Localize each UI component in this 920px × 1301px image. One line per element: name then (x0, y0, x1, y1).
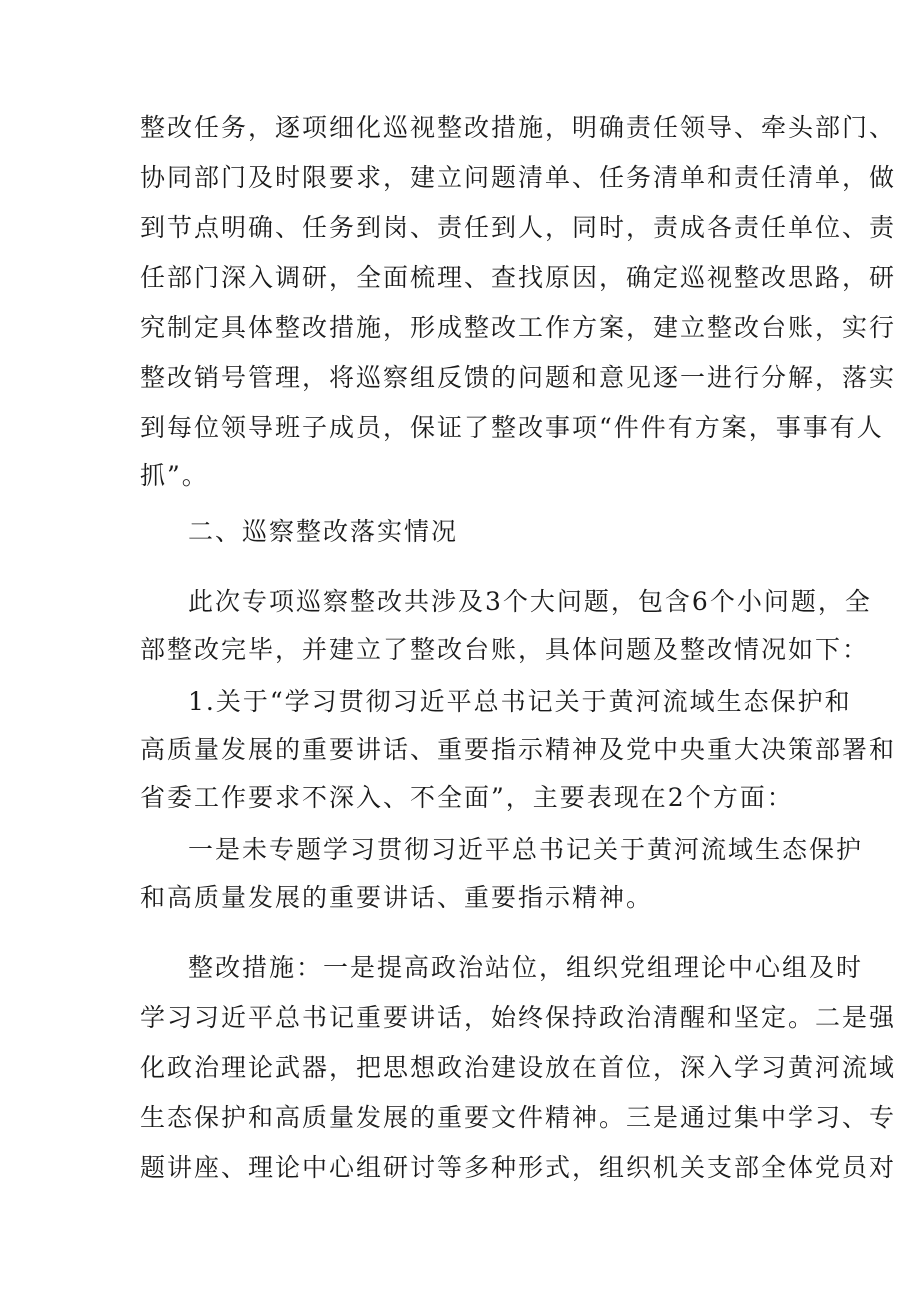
text-line: 整改任务，逐项细化巡视整改措施，明确责任领导、牵头部门、 (140, 113, 897, 142)
text-line: 到每位领导班子成员，保证了整改事项“件件有方案，事事有人 (140, 413, 884, 442)
text-line: 一是未专题学习贯彻习近平总书记关于黄河流域生态保护 (188, 835, 864, 864)
text-line: 题讲座、理论中心组研讨等多种形式，组织机关支部全体党员对 (140, 1153, 897, 1182)
text-line: 高质量发展的重要讲话、重要指示精神及党中央重大决策部署和 (140, 735, 897, 764)
text-line: 此次专项巡察整改共涉及3个大问题，包含6个小问题，全 (188, 587, 872, 616)
text-line: 协同部门及时限要求，建立问题清单、任务清单和责任清单，做 (140, 163, 897, 192)
text-line: 部整改完毕，并建立了整改台账，具体问题及整改情况如下： (140, 635, 870, 664)
text-line: 究制定具体整改措施，形成整改工作方案，建立整改台账，实行 (140, 313, 897, 342)
text-line: 到节点明确、任务到岗、责任到人，同时，责成各责任单位、责 (140, 213, 897, 242)
text-line: 省委工作要求不深入、不全面”，主要表现在2个方面： (140, 783, 794, 812)
text-line: 整改措施：一是提高政治站位，组织党组理论中心组及时 (188, 953, 864, 982)
text-line: 和高质量发展的重要讲话、重要指示精神。 (140, 883, 654, 912)
text-line: 任部门深入调研，全面梳理、查找原因，确定巡视整改思路，研 (140, 263, 897, 292)
text-line: 抓”。 (140, 461, 209, 490)
text-line: 整改销号管理，将巡察组反馈的问题和意见逐一进行分解，落实 (140, 363, 897, 392)
text-line: 化政治理论武器，把思想政治建设放在首位，深入学习黄河流域 (140, 1053, 897, 1082)
text-line: 学习习近平总书记重要讲话，始终保持政治清醒和坚定。二是强 (140, 1003, 897, 1032)
section-heading: 二、巡察整改落实情况 (188, 517, 459, 546)
text-line: 生态保护和高质量发展的重要文件精神。三是通过集中学习、专 (140, 1103, 897, 1132)
text-line: 1.关于“学习贯彻习近平总书记关于黄河流域生态保护和 (188, 687, 852, 716)
